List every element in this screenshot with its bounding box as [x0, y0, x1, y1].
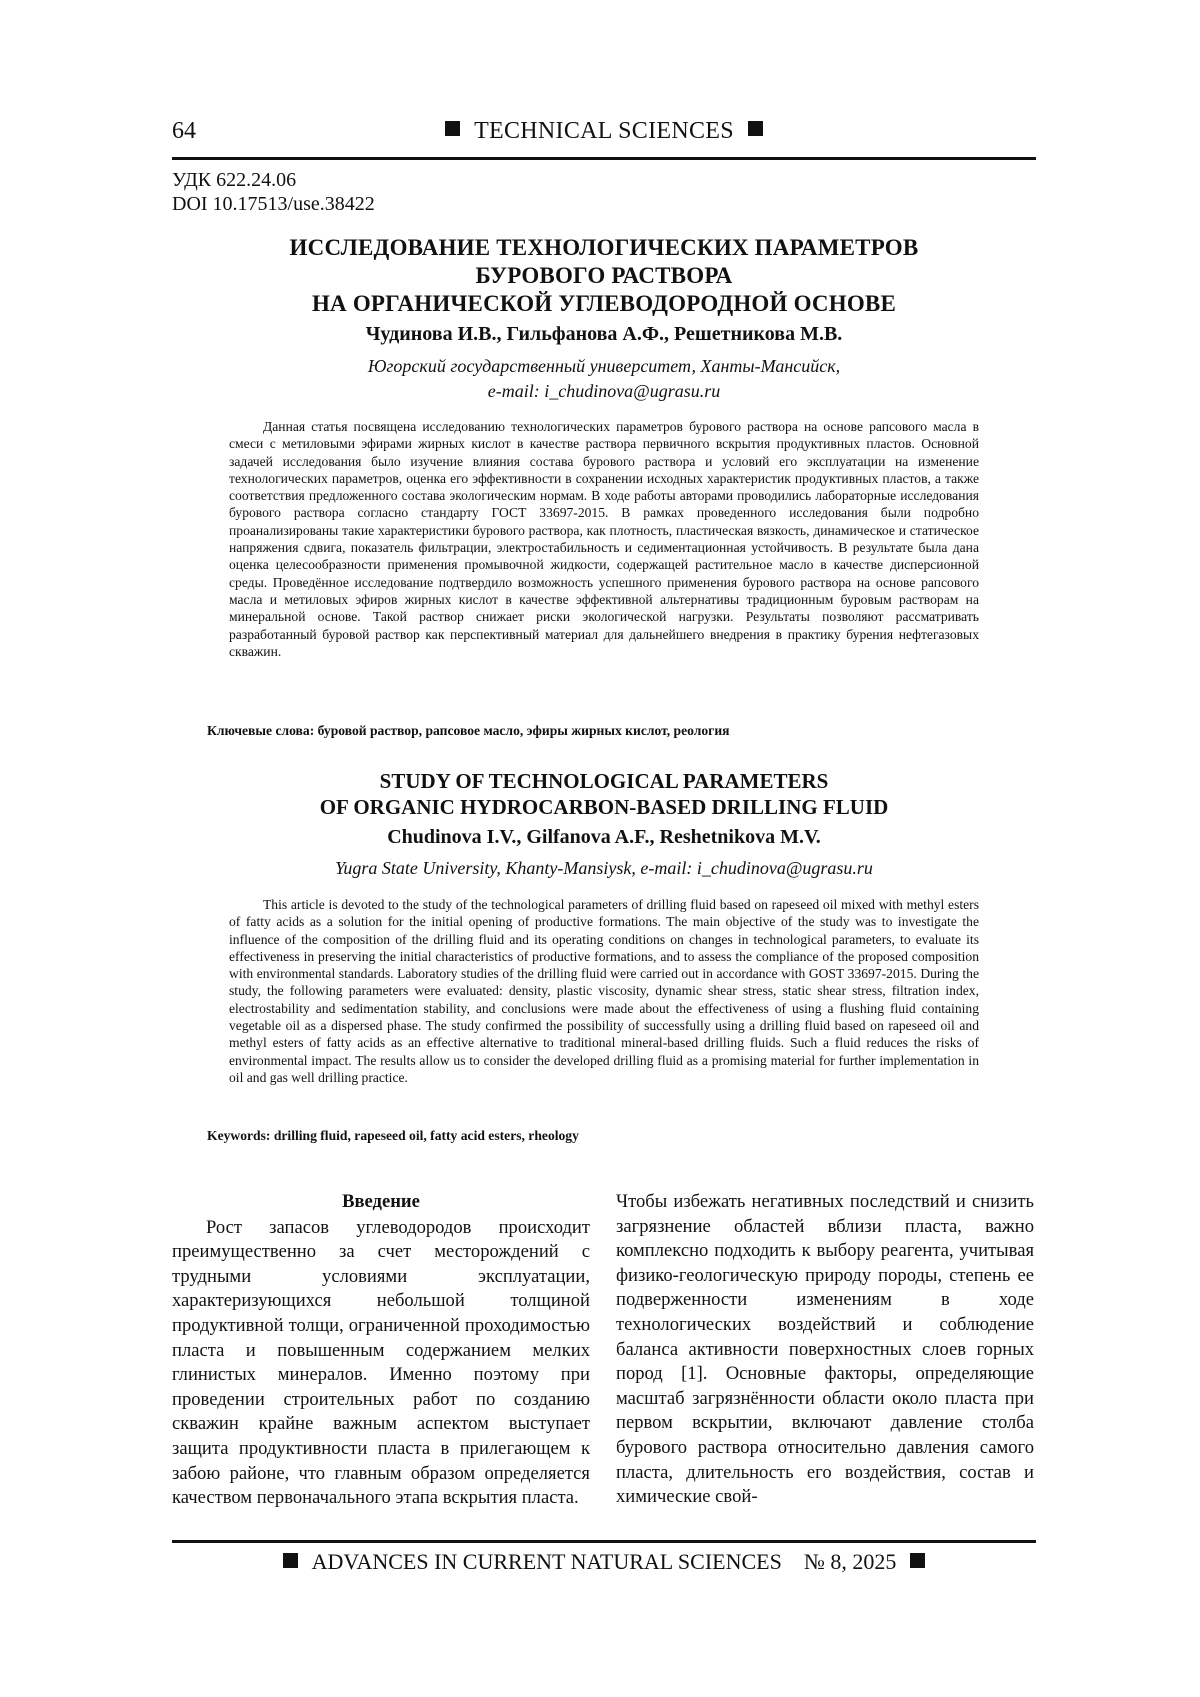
- en-authors: Chudinova I.V., Gilfanova A.F., Reshetnikova M.V.: [387, 826, 821, 848]
- ru-authors: Чудинова И.В., Гильфанова А.Ф., Решетникова М.В.: [365, 323, 843, 345]
- footer-rule: [172, 1540, 1036, 1543]
- header-rule: [172, 157, 1036, 160]
- square-bullet-icon: [445, 121, 460, 136]
- body-paragraph: Чтобы избежать негативных последствий и снизить загрязнение областей вблизи пласта, важно комплексно подходить к выбору реагента, учитывая физико-геологическую природу породы, степень ее подверженности изменениям в ходе технологических воздействий и соблюдение баланса активности поверхностных слоев горных пород [1]. Основные факторы, определяющие масштаб загрязнённости области около пласта при первом вскрытии, включают давление столба бурового раствора относительно давления самого пласта, длительность его воздействия, состав и химические свой-: [616, 1191, 1034, 1508]
- footer-issue: № 8, 2025: [803, 1549, 897, 1574]
- udk-code: УДК 622.24.06: [172, 169, 297, 191]
- page-number: 64: [172, 118, 196, 144]
- article-meta: [172, 168, 375, 216]
- en-title-line: STUDY OF TECHNOLOGICAL PARAMETERS: [379, 769, 829, 793]
- journal-section-title: [172, 118, 1036, 145]
- ru-email[interactable]: e-mail: i_chudinova@ugrasu.ru: [487, 381, 721, 401]
- en-affiliation: Yugra State University, Khanty-Mansiysk, e-mail: i_chudinova@ugrasu.ru: [335, 858, 873, 878]
- en-abstract: This article is devoted to the study of the technological parameters of drilling fluid based on rapeseed oil mixed with methyl esters of fatty acids as a solution for the initial opening of productive formations. The main objective of the study was to investigate the influence of the composition of the drilling fluid and its operating conditions on changes in technological parameters, to evaluate its effectiveness in preserving the initial characteristics of productive formations, and to assess the compliance of the proposed composition with environmental standards. Laboratory studies of the drilling fluid were carried out in accordance with GOST 33697-2015. During the study, the following parameters were evaluated: density, plastic viscosity, dynamic shear stress, static shear stress, filtration index, electrostability and sedimentation stability, and conclusions were made about the effectiveness of using a flushing fluid containing vegetable oil as a dispersed phase. The study confirmed the possibility of successfully using a drilling fluid based on rapeseed oil and methyl esters of fatty acids as an effective alternative to traditional mineral-based drilling fluids. Such a fluid reduces the risks of environmental impact. The results allow us to consider the developed drilling fluid as a promising material for further implementation in oil and gas well drilling practice.: [229, 897, 979, 1085]
- page-footer: [172, 1549, 1036, 1575]
- ru-keywords: Ключевые слова: буровой раствор, рапсовое масло, эфиры жирных кислот, реология: [207, 723, 730, 738]
- footer-journal-name: ADVANCES IN CURRENT NATURAL SCIENCES: [311, 1549, 782, 1574]
- en-keywords: Keywords: drilling fluid, rapeseed oil, fatty acid esters, rheology: [207, 1128, 579, 1143]
- ru-title-line: БУРОВОГО РАСТВОРА: [475, 263, 733, 288]
- doi[interactable]: DOI 10.17513/use.38422: [172, 193, 375, 215]
- journal-section-label: TECHNICAL SCIENCES: [474, 118, 734, 144]
- en-article-title: [172, 768, 1036, 820]
- body-column-right: [616, 1190, 1034, 1510]
- square-bullet-icon: [748, 121, 763, 136]
- ru-affiliation: [172, 354, 1036, 404]
- en-title-line: OF ORGANIC HYDROCARBON-BASED DRILLING FLUID: [319, 795, 889, 819]
- section-title: Введение: [342, 1191, 420, 1212]
- ru-title-line: НА ОРГАНИЧЕСКОЙ УГЛЕВОДОРОДНОЙ ОСНОВЕ: [311, 291, 897, 316]
- ru-affiliation-line: Югорский государственный университет, Ханты-Мансийск,: [367, 356, 841, 376]
- square-bullet-icon: [283, 1553, 298, 1568]
- ru-article-title: [172, 234, 1036, 318]
- body-paragraph: Рост запасов углеводородов происходит преимущественно за счет месторождений с трудными условиями эксплуатации, характеризующихся небольшой толщиной продуктивной толщи, ограниченной проходимостью пласта и повышенным содержанием мелких глинистых минералов. Именно поэтому при проведении строительных работ по созданию скважин крайне важным аспектом выступает защита продуктивности пласта в прилегающем к забою районе, что главным образом определяется качеством первоначального этапа вскрытия пласта.: [172, 1216, 590, 1509]
- ru-title-line: ИССЛЕДОВАНИЕ ТЕХНОЛОГИЧЕСКИХ ПАРАМЕТРОВ: [289, 235, 919, 260]
- page-header: [172, 116, 1036, 152]
- body-column-left: [172, 1190, 590, 1511]
- ru-abstract: Данная статья посвящена исследованию технологических параметров бурового раствора на основе рапсового масла в смеси с метиловыми эфирами жирных кислот в качестве раствора первичного вскрытия продуктивных пластов. Основной задачей исследования было изучение влияния состава бурового раствора и условий его эксплуатации на изменение технологических параметров, оценка его эффективности в сохранении исходных характеристик продуктивных пластов, а также соответствия предложенного состава экологическим нормам. В ходе работы авторами проводились лабораторные исследования бурового раствора согласно стандарту ГОСТ 33697-2015. В рамках проведенного исследования были подробно проанализированы такие характеристики бурового раствора, как плотность, пластическая вязкость, динамическое и статическое напряжения сдвига, показатель фильтрации, электростабильность и седиментационная устойчивость. В результате была дана оценка целесообразности применения промывочной жидкости, содержащей растительное масло в качестве дисперсионной среды. Проведённое исследование подтвердило возможность успешного применения бурового раствора на основе рапсового масла и метиловых эфиров жирных кислот в качестве эффективной альтернативы традиционным буровым растворам на минеральной основе. Такой раствор снижает риски экологической нагрузки. Результаты позволяют рассматривать разработанный буровой раствор как перспективный материал для дальнейшего внедрения в практику бурения нефтегазовых скважин.: [229, 419, 979, 659]
- square-bullet-icon: [910, 1553, 925, 1568]
